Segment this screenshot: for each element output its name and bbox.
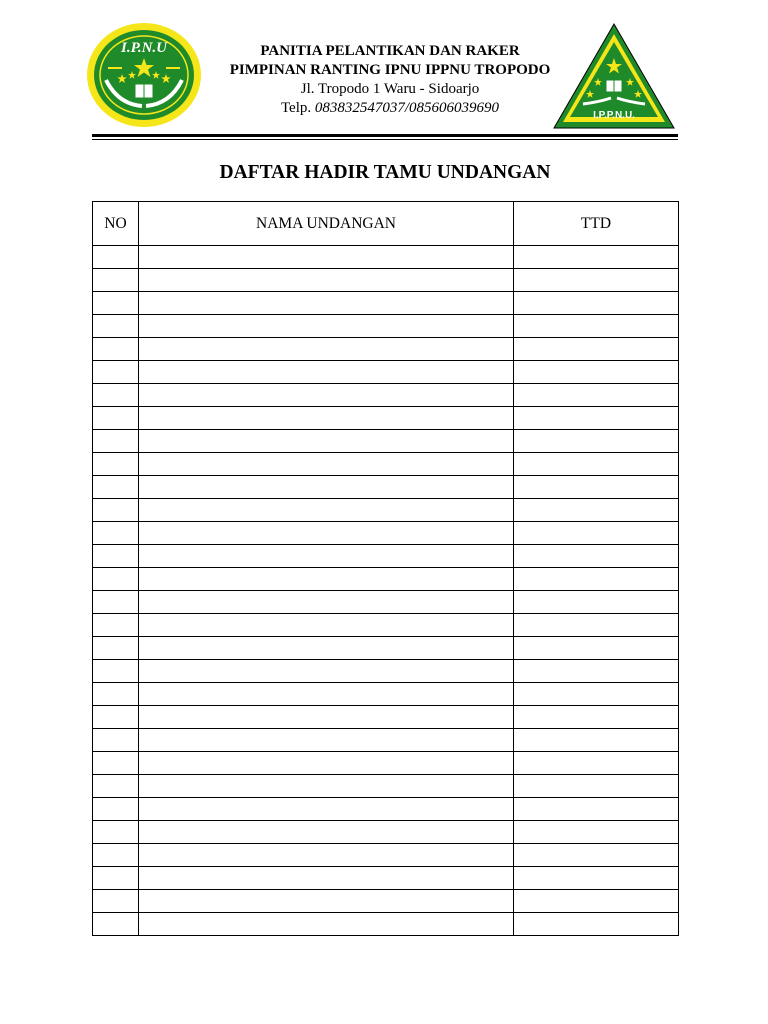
cell-signature[interactable] xyxy=(514,706,679,729)
cell-no[interactable] xyxy=(93,660,139,683)
cell-no[interactable] xyxy=(93,775,139,798)
cell-no[interactable] xyxy=(93,798,139,821)
cell-signature[interactable] xyxy=(514,545,679,568)
table-row xyxy=(93,246,679,269)
cell-no[interactable] xyxy=(93,269,139,292)
cell-no[interactable] xyxy=(93,292,139,315)
address: Jl. Tropodo 1 Waru - Sidoarjo xyxy=(300,81,480,97)
ipnu-logo-icon xyxy=(86,22,202,128)
table-row xyxy=(93,729,679,752)
cell-signature[interactable] xyxy=(514,844,679,867)
committee-name: PANITIA PELANTIKAN DAN RAKER xyxy=(260,43,520,59)
cell-signature[interactable] xyxy=(514,798,679,821)
table-row xyxy=(93,821,679,844)
table-row xyxy=(93,637,679,660)
cell-name[interactable] xyxy=(139,614,514,637)
cell-name[interactable] xyxy=(139,545,514,568)
phone-line xyxy=(190,99,590,118)
table-body xyxy=(93,246,679,936)
cell-no[interactable] xyxy=(93,913,139,936)
header-divider-thin xyxy=(92,139,678,140)
cell-signature[interactable] xyxy=(514,568,679,591)
cell-signature[interactable] xyxy=(514,591,679,614)
column-header-name: NAMA UNDANGAN xyxy=(139,202,514,246)
table-row xyxy=(93,361,679,384)
cell-name[interactable] xyxy=(139,775,514,798)
cell-name[interactable] xyxy=(139,660,514,683)
cell-signature[interactable] xyxy=(514,315,679,338)
table-row xyxy=(93,430,679,453)
cell-name[interactable] xyxy=(139,315,514,338)
cell-no[interactable] xyxy=(93,890,139,913)
cell-signature[interactable] xyxy=(514,775,679,798)
cell-name[interactable] xyxy=(139,476,514,499)
table-row xyxy=(93,269,679,292)
table-row xyxy=(93,752,679,775)
cell-signature[interactable] xyxy=(514,361,679,384)
cell-signature[interactable] xyxy=(514,614,679,637)
cell-signature[interactable] xyxy=(514,637,679,660)
cell-signature[interactable] xyxy=(514,913,679,936)
cell-signature[interactable] xyxy=(514,292,679,315)
cell-no[interactable] xyxy=(93,407,139,430)
cell-signature[interactable] xyxy=(514,890,679,913)
cell-no[interactable] xyxy=(93,361,139,384)
cell-name[interactable] xyxy=(139,798,514,821)
cell-name[interactable] xyxy=(139,292,514,315)
cell-signature[interactable] xyxy=(514,338,679,361)
cell-signature[interactable] xyxy=(514,430,679,453)
cell-signature[interactable] xyxy=(514,821,679,844)
phone-numbers: 083832547037/085606039690 xyxy=(314,100,500,116)
document-title: DAFTAR HADIR TAMU UNDANGAN xyxy=(219,162,551,183)
table-row xyxy=(93,614,679,637)
table-row xyxy=(93,499,679,522)
cell-name[interactable] xyxy=(139,867,514,890)
cell-signature[interactable] xyxy=(514,476,679,499)
cell-signature[interactable] xyxy=(514,269,679,292)
cell-no[interactable] xyxy=(93,683,139,706)
cell-name[interactable] xyxy=(139,453,514,476)
cell-no[interactable] xyxy=(93,430,139,453)
table-row xyxy=(93,522,679,545)
table-row xyxy=(93,775,679,798)
cell-no[interactable] xyxy=(93,476,139,499)
cell-name[interactable] xyxy=(139,844,514,867)
cell-name[interactable] xyxy=(139,246,514,269)
table-row xyxy=(93,453,679,476)
cell-name[interactable] xyxy=(139,522,514,545)
cell-name[interactable] xyxy=(139,407,514,430)
cell-no[interactable] xyxy=(93,752,139,775)
table-row xyxy=(93,545,679,568)
table-header-row xyxy=(93,202,679,246)
cell-name[interactable] xyxy=(139,361,514,384)
cell-no[interactable] xyxy=(93,568,139,591)
table-row xyxy=(93,660,679,683)
cell-name[interactable] xyxy=(139,821,514,844)
table-row xyxy=(93,384,679,407)
ippnu-logo-text: I.P.P.N.U. xyxy=(593,110,635,121)
cell-name[interactable] xyxy=(139,591,514,614)
table-row xyxy=(93,867,679,890)
cell-no[interactable] xyxy=(93,338,139,361)
cell-no[interactable] xyxy=(93,867,139,890)
cell-name[interactable] xyxy=(139,269,514,292)
table-row xyxy=(93,683,679,706)
cell-no[interactable] xyxy=(93,545,139,568)
table-row xyxy=(93,798,679,821)
table-row xyxy=(93,844,679,867)
cell-name[interactable] xyxy=(139,637,514,660)
cell-name[interactable] xyxy=(139,729,514,752)
ippnu-logo-icon xyxy=(553,22,675,130)
cell-no[interactable] xyxy=(93,637,139,660)
letterhead xyxy=(190,42,590,118)
cell-name[interactable] xyxy=(139,499,514,522)
table-row xyxy=(93,706,679,729)
cell-no[interactable] xyxy=(93,246,139,269)
cell-name[interactable] xyxy=(139,890,514,913)
header-divider-thick xyxy=(92,134,678,137)
cell-signature[interactable] xyxy=(514,867,679,890)
cell-no[interactable] xyxy=(93,821,139,844)
cell-name[interactable] xyxy=(139,384,514,407)
cell-name[interactable] xyxy=(139,706,514,729)
phone-label: Telp. xyxy=(280,100,315,116)
cell-signature[interactable] xyxy=(514,407,679,430)
cell-no[interactable] xyxy=(93,453,139,476)
cell-signature[interactable] xyxy=(514,453,679,476)
table-row xyxy=(93,591,679,614)
cell-no[interactable] xyxy=(93,844,139,867)
cell-name[interactable] xyxy=(139,683,514,706)
cell-signature[interactable] xyxy=(514,729,679,752)
cell-no[interactable] xyxy=(93,522,139,545)
cell-name[interactable] xyxy=(139,338,514,361)
table-row xyxy=(93,292,679,315)
cell-signature[interactable] xyxy=(514,522,679,545)
table-row xyxy=(93,338,679,361)
ipnu-logo-text: I.P.N.U xyxy=(121,40,167,56)
column-header-signature: TTD xyxy=(514,202,679,246)
attendance-table xyxy=(92,201,679,936)
cell-no[interactable] xyxy=(93,384,139,407)
table-row xyxy=(93,913,679,936)
organization-name: PIMPINAN RANTING IPNU IPPNU TROPODO xyxy=(229,62,551,78)
table-row xyxy=(93,890,679,913)
cell-no[interactable] xyxy=(93,729,139,752)
cell-no[interactable] xyxy=(93,706,139,729)
table-row xyxy=(93,407,679,430)
table-row xyxy=(93,476,679,499)
cell-signature[interactable] xyxy=(514,660,679,683)
cell-name[interactable] xyxy=(139,568,514,591)
cell-signature[interactable] xyxy=(514,499,679,522)
cell-name[interactable] xyxy=(139,752,514,775)
cell-no[interactable] xyxy=(93,315,139,338)
cell-signature[interactable] xyxy=(514,683,679,706)
table-row xyxy=(93,568,679,591)
cell-no[interactable] xyxy=(93,591,139,614)
table-row xyxy=(93,315,679,338)
column-header-no: NO xyxy=(93,202,139,246)
cell-no[interactable] xyxy=(93,614,139,637)
cell-signature[interactable] xyxy=(514,752,679,775)
cell-signature[interactable] xyxy=(514,384,679,407)
cell-signature[interactable] xyxy=(514,246,679,269)
cell-name[interactable] xyxy=(139,430,514,453)
cell-no[interactable] xyxy=(93,499,139,522)
cell-name[interactable] xyxy=(139,913,514,936)
